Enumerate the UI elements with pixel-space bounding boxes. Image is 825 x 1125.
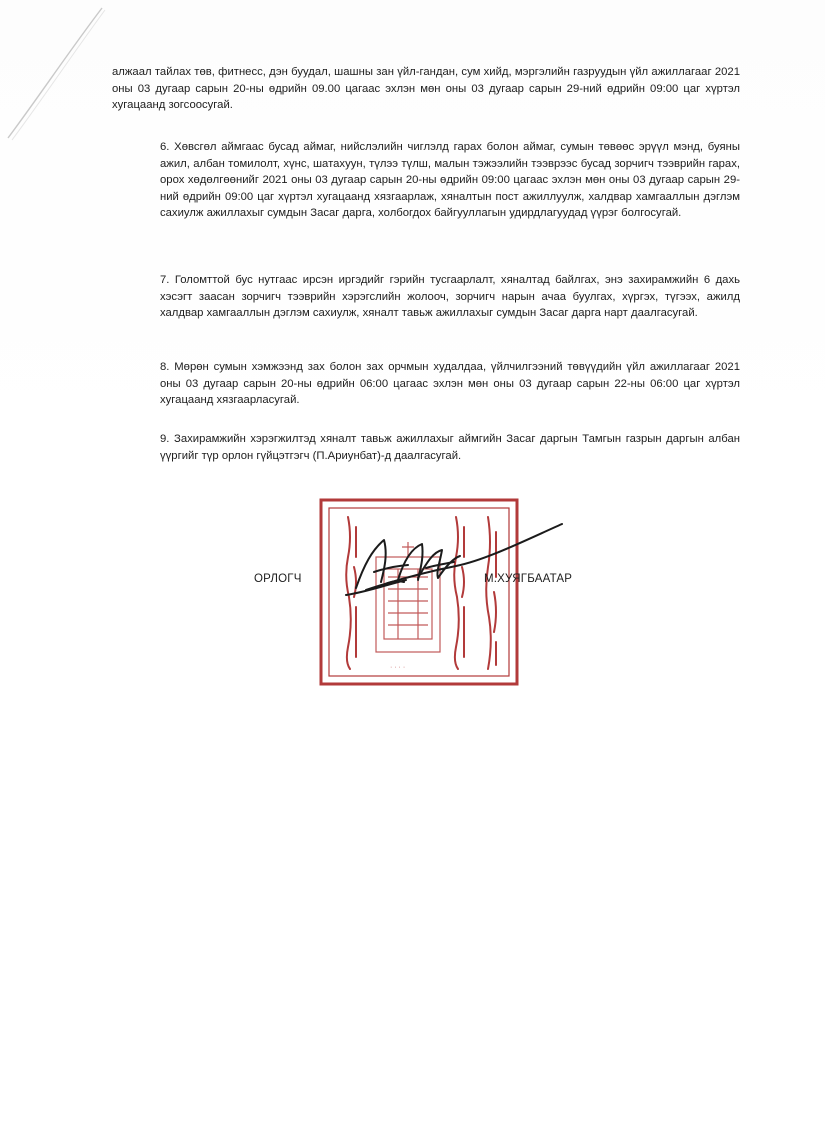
signatory-title: ОРЛОГЧ — [254, 573, 302, 585]
svg-text:· · · ·: · · · · — [390, 664, 406, 671]
paragraph-text: 8. Мөрөн сумын хэмжээнд зах болон зах орчмын худалдаа, үйлчилгээний төвүүдийн үйл ажиллагааг 2021 оны 03 дугаар сарын 20-ны өдрийн 06:00 цагаас эхлэн мөн оны 03 дугаар сарын 22-ны 06:00 цаг хүртэл хугацаанд хязгаарласугай. — [160, 361, 740, 407]
paragraph-text: 6. Хөвсгөл аймгаас бусад аймаг, нийслэлийн чиглэлд гарах болон аймаг, сумын төвөөс эрүүл мэнд, буяны ажил, албан томилолт, хүнс, шатахуун, түлээ түлш, малын тэжээлийн тээврээс бусад зорчигч тээврийн гарах, орох хөдөлгөөнийг 2021 оны 03 дугаар сарын 20-ны өдрийн 09:00 цагаас эхлэн мөн оны 03 дугаар сарын 29-ний өдрийн 09:00 цаг хүртэл хугацаанд хязгаарлаж, хяналтын пост ажиллуулж, халдвар хамгааллын дэглэм сахиулж ажиллахыг сумдын Засаг дарга, холбогдох байгууллагын удирдлагуудад үүрэг болгосугай. — [160, 141, 740, 220]
paragraph-8 — [112, 359, 740, 409]
paragraph-9 — [112, 431, 740, 464]
paragraph-5-continued — [112, 64, 740, 114]
paragraph-text: алжаал тайлах төв, фитнесс, дэн буудал, шашны зан үйл-гандан, сум хийд, мэргэлийн газруудын үйл ажиллагааг 2021 оны 03 дугаар сарын 20-ны өдрийн 09.00 цагаас эхлэн мөн оны 03 дугаар сарын 29-ний өдрийн 09:00 цаг хүртэл хугацаанд зогсоосугай. — [112, 66, 740, 112]
page-fold-line — [0, 0, 120, 150]
paragraph-text: 9. Захирамжийн хэрэгжилтэд хяналт тавьж ажиллахыг аймгийн Засаг даргын Тамгын газрын даргын албан үүргийг түр орлон гүйцэтгэгч (П.Ариунбат)-д даалгасугай. — [160, 433, 740, 462]
paragraph-6 — [112, 139, 740, 222]
paragraph-7 — [112, 272, 740, 322]
paragraph-text: 7. Голомттой бус нутгаас ирсэн иргэдийг гэрийн тусгаарлалт, хяналтад байлгах, энэ захирамжийн 6 дахь хэсэгт заасан зорчигч тээврийн хэрэгслийн жолооч, зорчигч нарын ачаа буулгах, хүргэх, түгээх, ажилд халдвар хамгааллын дэглэм сахиулж, хяналт тавьж ажиллахыг сумдын Засаг дарга нарт даалгасугай. — [160, 274, 740, 320]
handwritten-signature — [326, 510, 566, 610]
signatory-name: М.ХУЯГБААТАР — [484, 573, 573, 585]
